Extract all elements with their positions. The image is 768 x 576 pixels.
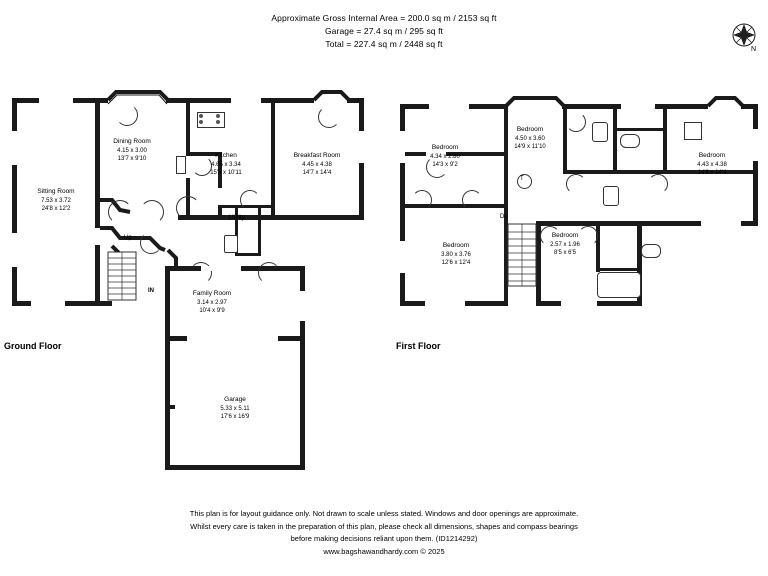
ff-bath-icon <box>597 272 641 298</box>
entrance-label: IN <box>148 288 154 294</box>
gf-wc-icon <box>224 235 238 253</box>
gf-door-arc <box>318 106 340 128</box>
ff-window <box>400 240 405 274</box>
ff-door-arc <box>566 174 586 194</box>
area-summary <box>0 12 768 51</box>
stairs-up-label: Up <box>124 235 132 241</box>
first-floor-label: First Floor <box>396 341 441 351</box>
ff-wall <box>536 221 576 226</box>
gf-door-arc <box>258 262 280 284</box>
gf-wall <box>100 98 108 103</box>
stairs-down-label: Dn <box>500 214 508 220</box>
gf-hob-ring-icon <box>199 120 203 124</box>
ff-basin-icon <box>620 134 640 148</box>
gf-hob-ring-icon <box>216 120 220 124</box>
ff-window <box>620 104 656 109</box>
total-area-line: Total = 227.4 sq m / 2448 sq ft <box>325 39 443 49</box>
ff-shower-icon <box>684 122 702 140</box>
gf-garage-door-jamb <box>165 405 175 409</box>
compass-icon <box>727 20 763 60</box>
gf-sink-icon <box>176 156 186 174</box>
ff-window <box>560 301 598 306</box>
ff-wall <box>617 128 667 131</box>
ff-door-arc <box>648 174 668 194</box>
gf-window <box>230 98 262 103</box>
ff-window <box>700 221 742 226</box>
room-bedroom-3: Bedroom 4.43 x 4.38 14'6 x 14'4 <box>697 152 727 176</box>
gf-window <box>12 232 17 268</box>
ff-wall <box>613 109 617 173</box>
ff-wall <box>663 109 667 173</box>
gf-door-arc <box>140 232 162 254</box>
disclaimer <box>0 508 768 558</box>
gf-wall <box>95 245 100 306</box>
ff-door-arc <box>462 190 482 210</box>
gf-door-arc <box>176 196 200 220</box>
ff-wc-icon <box>603 186 619 206</box>
room-bedroom-5: Bedroom 2.57 x 1.96 8'5 x 6'5 <box>550 232 580 256</box>
gf-window <box>200 266 242 271</box>
ground-floor-label: Ground Floor <box>4 341 62 351</box>
gf-wall <box>235 253 261 256</box>
website-copyright: www.bagshawandhardy.com © 2025 <box>323 546 445 556</box>
room-breakfast-room: Breakfast Room 4.45 x 4.38 14'7 x 14'4 <box>293 152 341 176</box>
room-dining-room: Dining Room 4.15 x 3.00 13'7 x 9'10 <box>113 138 151 162</box>
gf-wall <box>178 215 364 220</box>
gf-wall <box>304 98 314 103</box>
disclaimer-line-2: Whilst every care is taken in the preparation of this plan, please check all dimensions, shapes and compass bearings <box>190 521 578 531</box>
garage-area-line: Garage = 27.4 sq m / 295 sq ft <box>324 26 444 36</box>
gf-wall <box>166 98 188 103</box>
ff-door-arc <box>412 190 432 210</box>
gf-hob-ring-icon <box>216 114 220 118</box>
ff-wc-icon <box>592 122 608 142</box>
room-utility: Utility <box>229 214 245 221</box>
gf-wall <box>183 336 187 341</box>
ff-window <box>428 104 470 109</box>
room-bedroom-1: Bedroom 4.50 x 3.60 14'9 x 11'10 <box>514 126 546 150</box>
gf-garage-wall <box>300 340 305 470</box>
gf-garage-wall <box>165 465 305 470</box>
ff-wall <box>596 268 642 271</box>
room-sitting-room: Sitting Room 7.53 x 3.72 24'8 x 12'2 <box>37 188 75 212</box>
gross-internal-area-line: Approximate Gross Internal Area = 200.0 sq m / 2153 sq ft <box>271 13 497 23</box>
ff-basin-icon <box>641 244 661 258</box>
disclaimer-line-1: This plan is for layout guidance only. Not drawn to scale unless stated. Windows and door openings are approximate. <box>189 509 579 518</box>
tank-label: T <box>520 176 524 182</box>
ff-window <box>424 301 466 306</box>
gf-hob-ring-icon <box>199 114 203 118</box>
ff-wall <box>563 170 617 174</box>
gf-door-arc <box>240 190 260 210</box>
ff-wall <box>698 104 708 109</box>
gf-wall <box>186 98 190 156</box>
room-garage: Garage 5.33 x 5.11 17'6 x 16'9 <box>220 396 250 420</box>
gf-door-arc <box>140 200 164 224</box>
gf-window <box>38 98 74 103</box>
gf-window <box>30 301 66 306</box>
room-bedroom-2: Bedroom 4.34 x 2.80 14'3 x 9'2 <box>430 144 460 168</box>
gf-door-arc <box>116 104 138 126</box>
room-family-room: Family Room 3.14 x 2.97 10'4 x 9'9 <box>192 290 232 314</box>
gf-window <box>12 130 17 166</box>
disclaimer-line-3: before making decisions reliant upon them. (ID1214292) <box>290 534 478 543</box>
compass-north-label: N <box>751 46 757 53</box>
gf-window <box>300 290 305 322</box>
gf-door-arc <box>108 200 132 224</box>
gf-window <box>359 130 364 164</box>
gf-wall <box>165 268 170 340</box>
room-kitchen: Kitchen 4.65 x 3.34 15'3 x 10'11 <box>210 152 242 176</box>
room-bedroom-4: Bedroom 3.80 x 3.76 12'6 x 12'4 <box>441 242 471 266</box>
